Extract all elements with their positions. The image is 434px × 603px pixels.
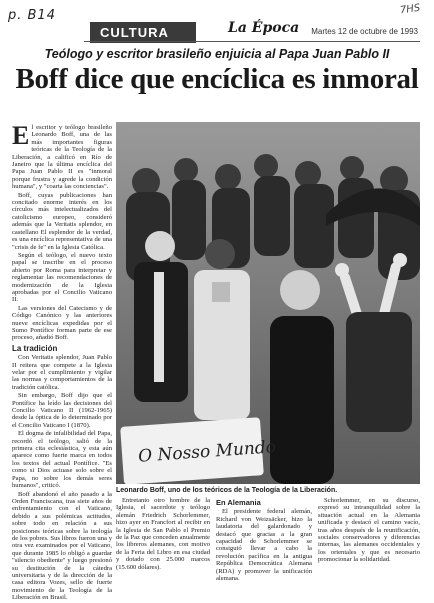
article-kicker: Teólogo y escritor brasileño enjuicia al Papa Juan Pablo II	[44, 47, 390, 61]
crowd-photo-illustration	[116, 122, 420, 484]
bottom-column-3	[318, 497, 420, 564]
handwritten-page-number: p. B14	[8, 8, 56, 23]
paragraph: Sin embargo, Boff dijo que el Pontífice ha leído las decisiones del Concilio Vaticano II (1962-1965) desde la óptica de lo determinado por el Concilio Vaticano I (1870).	[12, 392, 112, 429]
paragraph: Con Veritatis splendor, Juan Pablo II reitera que compete a la Iglesia velar por el cumplimiento y vigilar las normas y comportamientos de la tradición católica.	[12, 354, 112, 391]
paragraph: Boff, cuyas publicaciones han concitado enorme interés en los círculos más intelectualizados del catolicismo europeo, consideró además que la Veritatis splendor, en castellano El esplendor de la verdad, es una encíclica representativa de una "crisis de fe" en la Iglesia Católica.	[12, 191, 112, 251]
subheading: En Alemania	[216, 498, 261, 507]
subheading: La tradición	[12, 343, 58, 353]
article-photo	[116, 122, 420, 484]
section-label: CULTURA	[90, 22, 196, 43]
paragraph: l escritor y teólogo brasileño Leonardo Boff, una de las más importantes figuras teóricas de la Teología de la Liberación, a calificó en Río de Janeiro que la última encíclica del Papa Juan Pablo II es "inmoral porque frustra y agrede la condición humana", y "coarta las conciencias".	[12, 124, 112, 191]
article-headline: Boff dice que encíclica es inmoral	[15, 63, 419, 95]
paragraph: El presidente federal alemán, Richard von Weizsäcker, hizo la laudatoria del galardonado y destacó que gracias a la gran capacidad de Schorlemmer se consiguió llevar a cabo la revolución pacífica en la antigua República Democrática Alemana (RDA) y promover la unificación alemana.	[216, 508, 312, 583]
bottom-column-1	[116, 497, 210, 571]
paragraph: Boff abandonó el año pasado a la Orden Franciscana, tras siete años de enfrentamiento con el Vaticano, debido a sus polémicas actitudes, sobre todo en relación a sus posiciones teóricas sobre la teología de los pobres. Sus libros fueron una y otra vez examinados por el Vaticano, que durante 1985 lo obligó a guardar "silencio obediente" y luego presionó su destitución de la cátedra universitaria y de la dirección de la casa editora Vozes, sello de fuerte movimiento de la Teología de la Liberación en Brasil.	[12, 490, 112, 602]
newspaper-name: La Época	[228, 20, 300, 36]
paragraph: Entretanto otro hombre de la Iglesia, el sacerdote y teólogo alemán Friedrich Schorlemmer, hizo ayer en Francfort al recibir en la Iglesia de San Pablo el Premio de la Paz que conceden anualmente los libreros alemanes, con motivo de la Feria del Libro en esa ciudad y dotado con 25.000 marcos (15.600 dólares).	[116, 497, 210, 571]
bottom-column-2	[216, 497, 312, 582]
left-column	[12, 121, 112, 603]
handwritten-reference: 7HS	[399, 2, 421, 17]
paragraph: Según el teólogo, el nuevo texto papal se inscribe en el proceso abierto por Roma para interpretar y reglamentar las recomendaciones de modernización de la Iglesia aprobadas por el Concilio Vaticano II.	[12, 251, 112, 304]
header-rule	[84, 41, 420, 42]
date-line: Martes 12 de octubre de 1993	[311, 27, 418, 36]
paragraph: Las versiones del Catecismo y de Código Canónico y las anteriores nueve encíclicas expedidas por el Sumo Pontífice forman parte de ese proceso, añadió Boff.	[12, 304, 112, 342]
paragraph: El dogma de infalibilidad del Papa, recordó el teólogo, salió de la primera cita eclesiástica, y esta aún aparece como fuerte marca en todos los textos del actual Pontífice. "Es como si Dios actuase solo sobre el Papa, no sobre los demás seres humanos", criticó.	[12, 430, 112, 490]
paragraph: Schorlemmer, en su discurso, expresó su intranquilidad sobre la situación actual en la Alemania unificada y destacó el camino vacío, tras años después de la reunificación, sociales conservadores y diferencias internas, las alemanes occidentales y los orientales y que es necesario promocionar la solidaridad.	[318, 497, 420, 564]
banner-text: O Nosso Mundo	[137, 437, 277, 467]
photo-caption: Leonardo Boff, uno de los teóricos de la Teología de la Liberación.	[116, 487, 338, 494]
drop-cap: E	[12, 121, 30, 150]
